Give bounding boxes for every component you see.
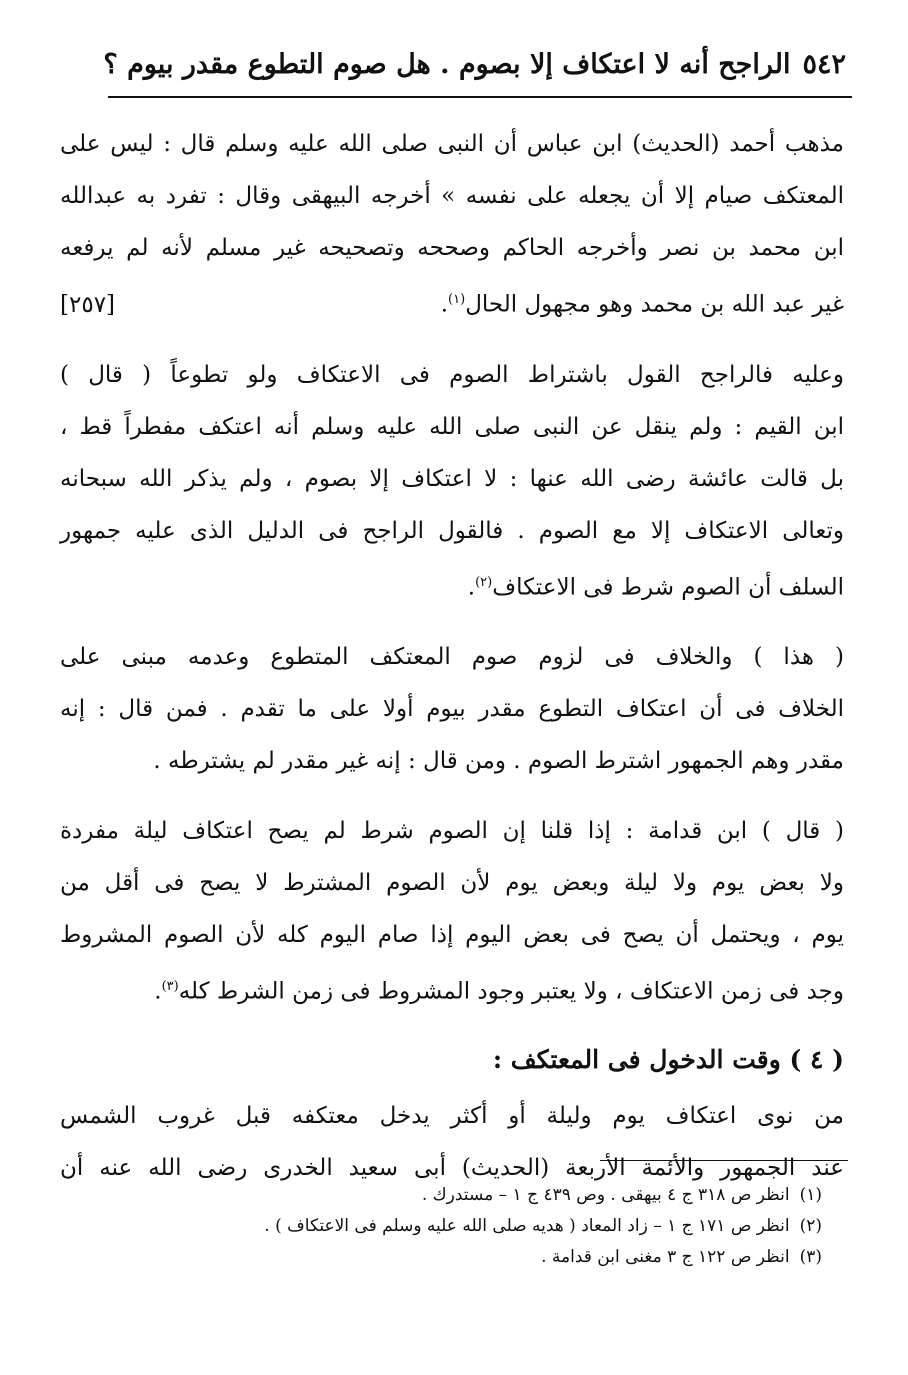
text-line: عند الجمهور والأئمة الأربعة (الحديث) أبى سعيد الخدرى رضى الله عنه أن <box>60 1154 844 1181</box>
footnote-divider <box>600 1160 848 1161</box>
text-line: ابن القيم : ولم ينقل عن النبى صلى الله عليه وسلم أنه اعتكف مفطراً قط ، <box>60 413 844 440</box>
text-line: المعتكف صيام إلا أن يجعله على نفسه » أخرجه البيهقى وقال : تفرد به عبدالله <box>60 183 844 209</box>
text-line: وجد فى زمن الاعتكاف ، ولا يعتبر وجود المشروط فى زمن الشرط كله <box>178 978 844 1005</box>
footnote-text: انظر ص ١٧١ ج ١ – زاد المعاد ( هديه صلى الله عليه وسلم فى الاعتكاف ) . <box>264 1216 790 1236</box>
text-line-last: وجد فى زمن الاعتكاف ، ولا يعتبر وجود المشروط فى زمن الشرط كله$^{(٣)}$. <box>154 978 844 1005</box>
text-line: ولا بعض يوم ولا ليلة وبعض يوم لأن الصوم المشترط لا يصح فى أقل من <box>60 870 844 897</box>
text-line-last: غير عبد الله بن محمد وهو مجهول الحال$^{(١)}$. <box>440 291 844 318</box>
footnote-text: انظر ص ١٢٢ ج ٣ مغنى ابن قدامة . <box>541 1247 790 1267</box>
paragraph-1 <box>60 118 844 331</box>
text-line: ( هذا ) والخلاف فى لزوم صوم المعتكف المتطوع وعدمه مبنى على <box>60 644 844 671</box>
footnote-mark: (٢) <box>475 574 493 590</box>
running-header <box>103 42 846 86</box>
reference-number: [٢٥٧] <box>60 291 116 318</box>
footnote-label: (١) <box>799 1185 822 1205</box>
footnote-text: انظر ص ٣١٨ ج ٤ بيهقى . وص ٤٣٩ ج ١ – مستدرك . <box>421 1185 790 1205</box>
footnote-mark: (١) <box>448 292 466 307</box>
header-divider <box>108 96 852 98</box>
paragraph-2 <box>60 349 844 614</box>
text-line: ( قال ) ابن قدامة : إذا قلنا إن الصوم شرط لم يصح اعتكاف ليلة مفردة <box>60 818 844 845</box>
text-line: ابن محمد بن نصر وأخرجه الحاكم وصححه وتصحيحه غير مسلم لأنه لم يرفعه <box>60 235 844 261</box>
text-line: من نوى اعتكاف يوم وليلة أو أكثر يدخل معتكفه قبل غروب الشمس <box>60 1102 844 1129</box>
text-line: وعليه فالراجح القول باشتراط الصوم فى الاعتكاف ولو تطوعاً ( قال ) <box>60 361 844 388</box>
text-line: مذهب أحمد (الحديث) ابن عباس أن النبى صلى الله عليه وسلم قال : ليس على <box>60 131 844 157</box>
text-line: غير عبد الله بن محمد وهو مجهول الحال <box>465 291 844 318</box>
main-text <box>60 118 844 1212</box>
text-line: وتعالى الاعتكاف إلا مع الصوم . فالقول الراجح فى الدليل الذى عليه جمهور <box>60 517 844 544</box>
header-title: الراجح أنه لا اعتكاف إلا بصوم . هل صوم التطوع مقدر بيوم ؟ <box>103 48 791 80</box>
paragraph-3 <box>60 631 844 787</box>
section-heading: ( ٤ ) وقت الدخول فى المعتكف : <box>492 1044 844 1074</box>
footnote-label: (٣) <box>799 1247 822 1267</box>
text-line-with-reference <box>60 274 844 331</box>
text-line: بل قالت عائشة رضى الله عنها : لا اعتكاف إلا بصوم ، ولم يذكر الله سبحانه <box>60 465 844 492</box>
footnote-mark: (٣) <box>161 979 179 995</box>
paragraph-4 <box>60 805 844 1018</box>
text-line: يوم ، ويحتمل أن يصح فى بعض اليوم إذا صام اليوم كله لأن الصوم المشروط <box>60 922 844 949</box>
text-line-last: السلف أن الصوم شرط فى الاعتكاف$^{(٢)}$. <box>467 574 844 601</box>
text-line: السلف أن الصوم شرط فى الاعتكاف <box>492 574 844 601</box>
footnotes <box>100 1180 822 1273</box>
footnote-1 <box>100 1180 822 1211</box>
page-number: ٥٤٢ <box>802 48 846 80</box>
paragraph-5 <box>60 1090 844 1194</box>
footnote-3 <box>100 1242 822 1273</box>
text-line: الخلاف فى أن اعتكاف التطوع مقدر بيوم أولا على ما تقدم . فمن قال : إنه <box>60 696 844 723</box>
footnote-2 <box>100 1211 822 1242</box>
text-line: مقدر وهم الجمهور اشترط الصوم . ومن قال : إنه غير مقدر لم يشترطه . <box>153 748 844 775</box>
footnote-label: (٢) <box>799 1216 822 1236</box>
